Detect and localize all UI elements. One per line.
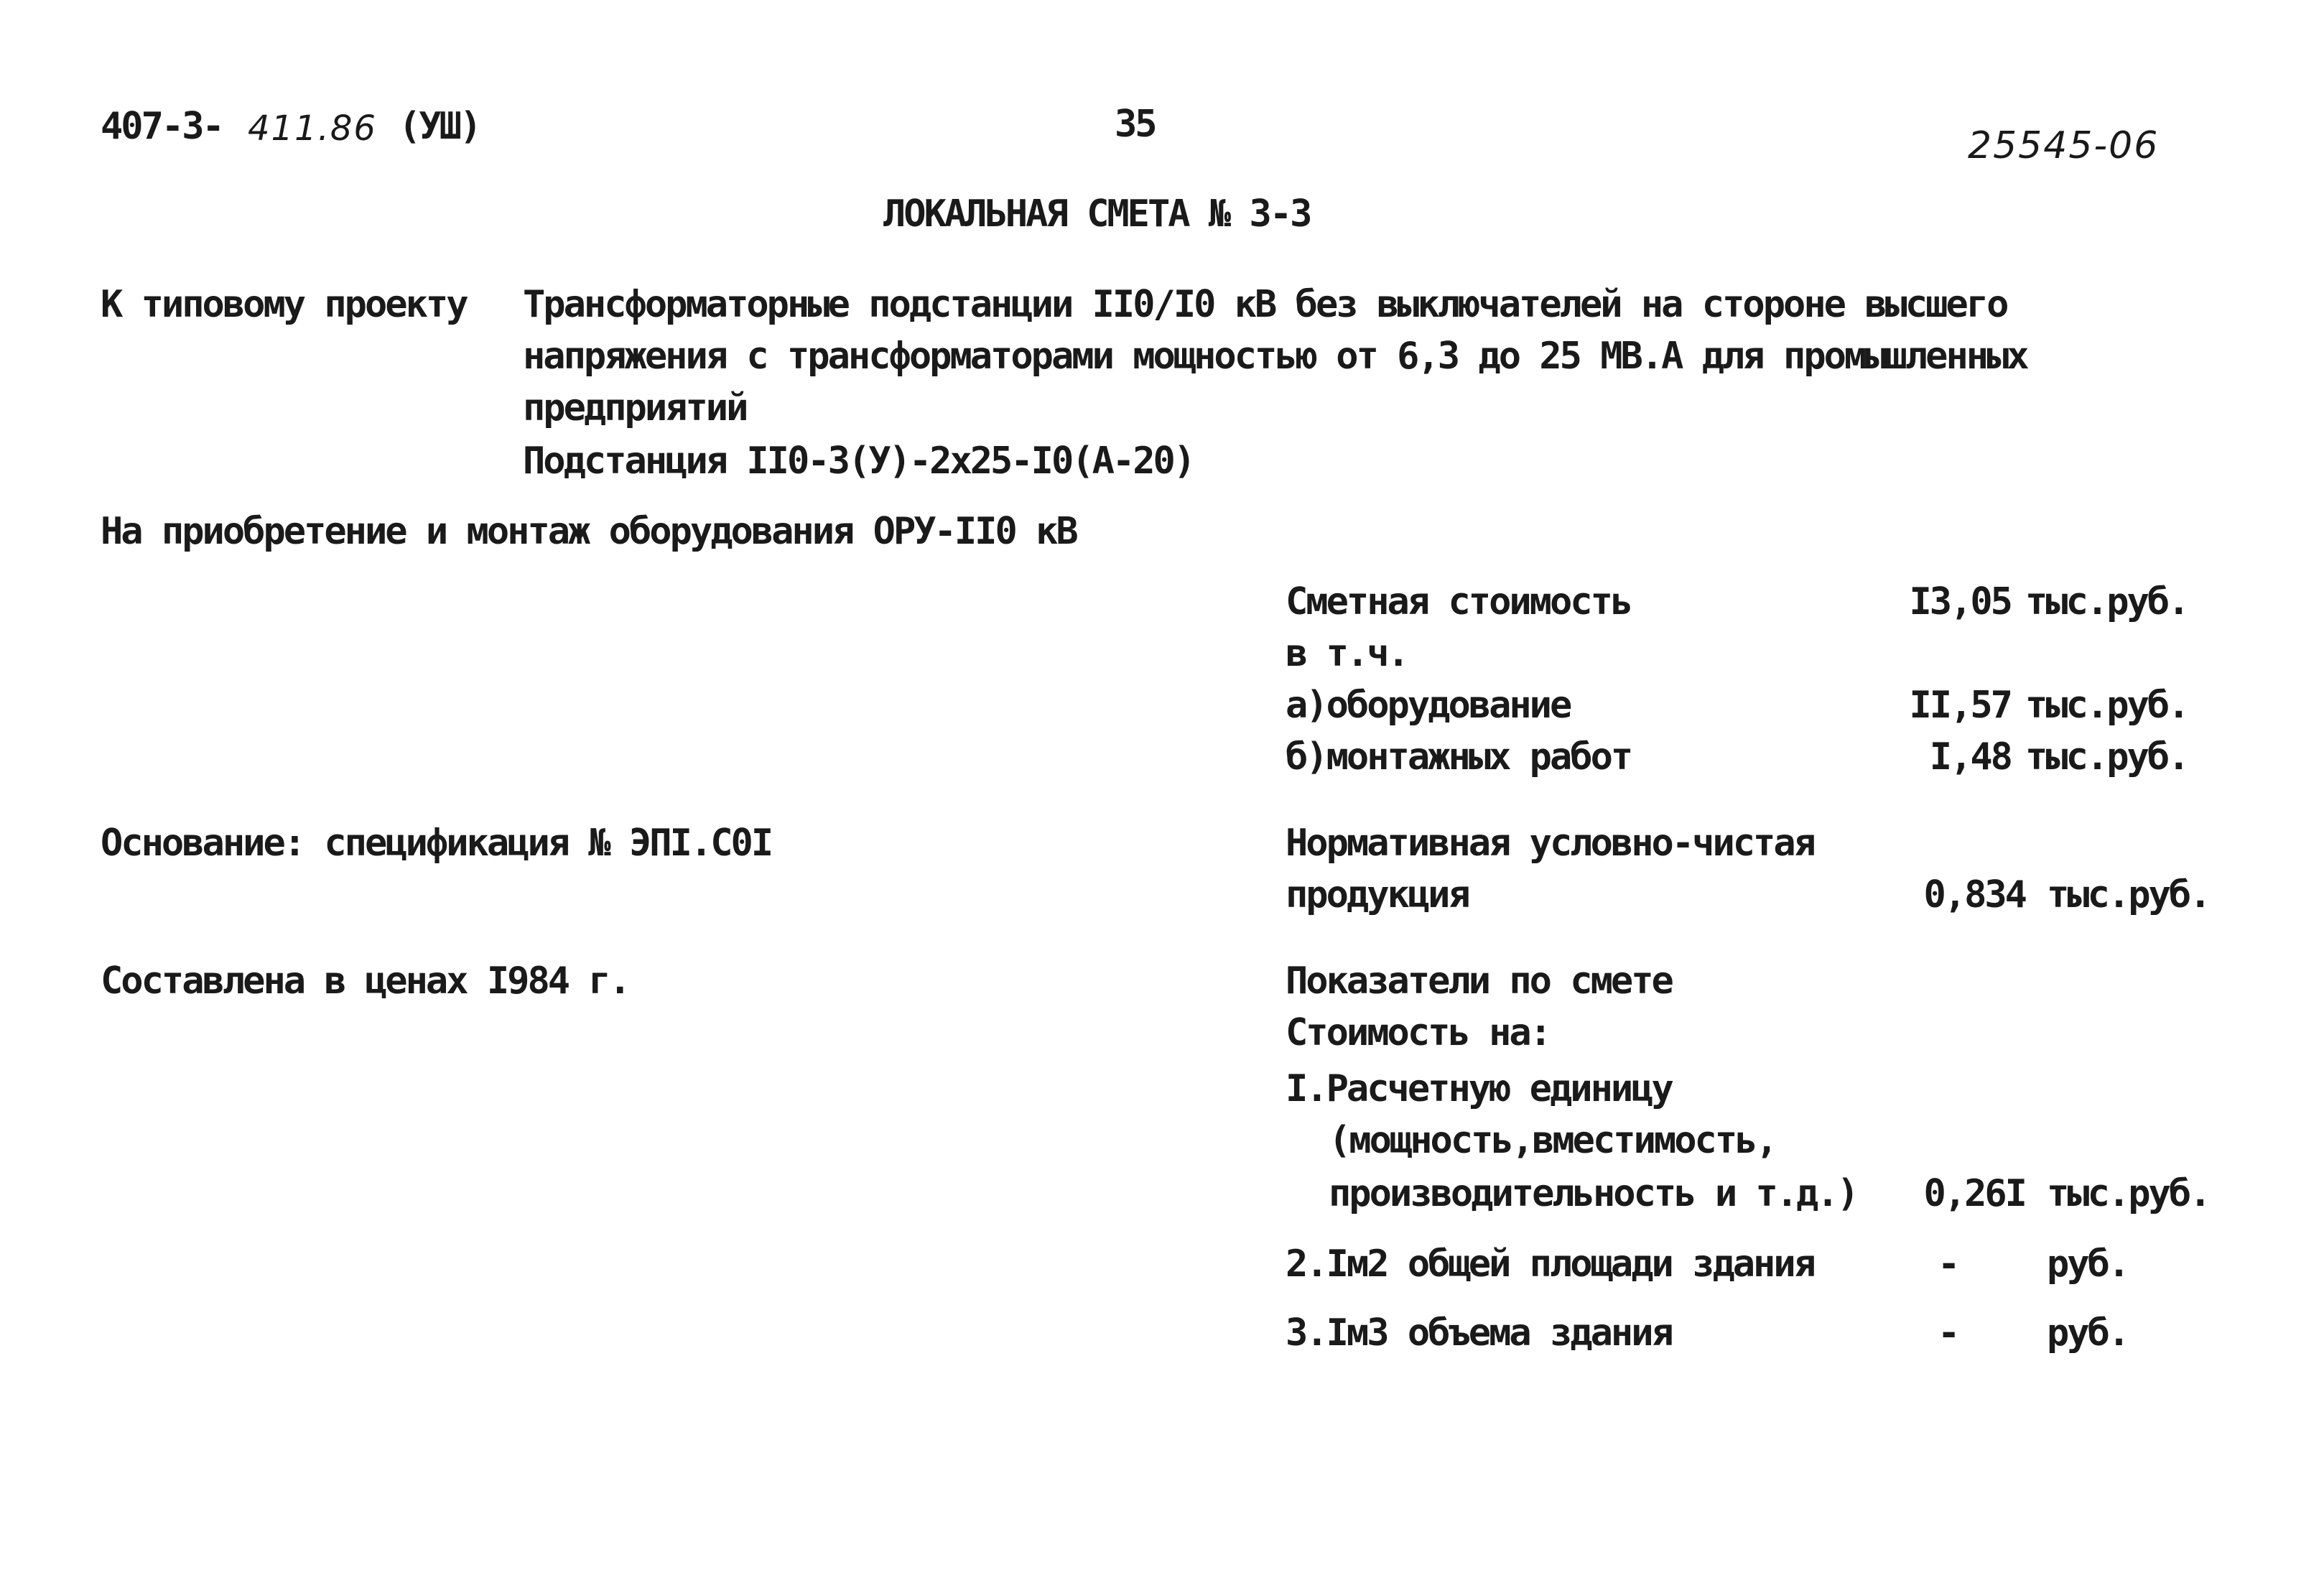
basis-text: Основание: спецификация № ЭПI.С0I [101, 822, 772, 865]
project-line-2: напряжения с трансформаторами мощностью от 6,3 до 25 МВ.А для промышленных [523, 335, 2027, 378]
indicator-1-value: 0,26I [1923, 1172, 2025, 1215]
normative-unit: тыс.руб. [2047, 873, 2210, 916]
page-title: ЛОКАЛЬНАЯ СМЕТА № 3-3 [883, 192, 1311, 236]
cost-including: в т.ч. [1286, 632, 1408, 675]
volume-label: (УШ) [399, 105, 480, 148]
prices-text: Составлена в ценах I984 г. [101, 960, 629, 1003]
equipment-value: II,57 [1909, 684, 2011, 727]
indicator-1-line-2: (мощность,вместимость, [1329, 1119, 1776, 1162]
stamp-number: 25545-06 [1968, 124, 2160, 167]
project-label: К типовому проекту [101, 283, 467, 326]
normative-value: 0,834 [1923, 873, 2025, 916]
indicator-2-label: 2.Iм2 общей площади здания [1286, 1242, 1814, 1286]
cost-value: I3,05 [1909, 580, 2011, 623]
project-line-1: Трансформаторные подстанции II0/I0 кВ без выключателей на стороне высшего [523, 283, 2007, 326]
normative-line-1: Нормативная условно-чистая [1286, 822, 1814, 865]
indicator-1-unit: тыс.руб. [2047, 1172, 2210, 1215]
indicator-3-unit: руб. [2047, 1311, 2129, 1355]
page-number: 35 [1115, 103, 1156, 146]
equipment-label: а)оборудование [1286, 684, 1571, 727]
cost-on-label: Стоимость на: [1286, 1011, 1550, 1054]
install-value: I,48 [1929, 735, 2011, 779]
project-line-3: предприятий [523, 386, 747, 429]
purpose-text: На приобретение и монтаж оборудования ОРУ-II0 кВ [101, 510, 1077, 553]
indicator-3-label: 3.Iм3 объема здания [1286, 1311, 1672, 1355]
cost-label: Сметная стоимость [1286, 580, 1632, 623]
normative-line-2: продукция [1286, 873, 1469, 916]
indicator-3-value: - [1938, 1311, 1958, 1355]
cost-unit: тыс.руб. [2025, 580, 2188, 623]
indicator-1-line-1: I.Расчетную единицу [1286, 1067, 1672, 1110]
document-code: 407-3- [101, 105, 223, 148]
equipment-unit: тыс.руб. [2025, 684, 2188, 727]
install-label: б)монтажных работ [1286, 735, 1632, 779]
install-unit: тыс.руб. [2025, 735, 2188, 779]
indicator-1-line-3: производительность и т.д.) [1329, 1172, 1857, 1215]
indicators-title: Показатели по смете [1286, 960, 1672, 1003]
indicator-2-value: - [1938, 1242, 1958, 1286]
indicator-2-unit: руб. [2047, 1242, 2129, 1286]
document-code-handwritten: 411.86 [248, 108, 377, 149]
project-line-4: Подстанция II0-3(У)-2х25-I0(А-20) [523, 440, 1194, 483]
